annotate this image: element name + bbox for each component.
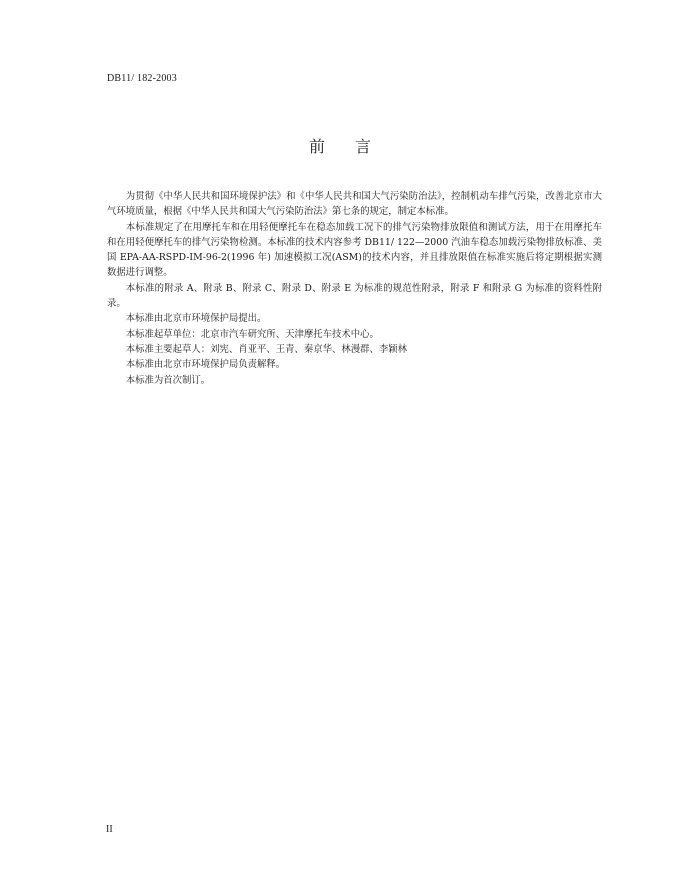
paragraph-first-edition: 本标准为首次制订。 <box>125 374 211 386</box>
page-number: II <box>106 824 113 835</box>
page-title: 前言 <box>308 137 401 156</box>
paragraph-scope: 本标准规定了在用摩托车和在用轻便摩托车在稳态加载工况下的排气污染物排放限值和测试方法，用于在用摩托车和在用轻便摩托车的排气污染物检测。本标准的技术内容参考 DB11/ 122—2000 汽油车稳态加载污染物排放标准、美国 EPA-AA-RSPD-IM-96-2(1996 年) 加速模拟工况(ASM)的技术内容，并且排放限值在标准实施后将定期根据实测数据进行调整。 <box>107 221 602 279</box>
paragraph-drafters: 本标准主要起草人：刘宪、肖亚平、王青、秦京华、林漫群、李颖林 <box>125 343 408 355</box>
paragraph-purpose: 为贯彻《中华人民共和国环境保护法》和《中华人民共和国大气污染防治法》，控制机动车排气污染，改善北京市大气环境质量，根据《中华人民共和国大气污染防治法》第七条的规定，制定本标准。 <box>107 191 602 218</box>
paragraph-appendices: 本标准的附录 A、附录 B、附录 C、附录 D、附录 E 为标准的规范性附录，附录 F 和附录 G 为标准的资料性附录。 <box>107 282 602 310</box>
paragraph-drafting-units: 本标准起草单位：北京市汽车研究所、天津摩托车技术中心。 <box>125 328 379 340</box>
paragraph-interpretation: 本标准由北京市环境保护局负责解释。 <box>125 359 286 371</box>
document-code: DB11/ 182-2003 <box>107 73 177 84</box>
paragraph-proposer: 本标准由北京市环境保护局提出。 <box>125 313 267 325</box>
foreword-body <box>107 189 602 388</box>
